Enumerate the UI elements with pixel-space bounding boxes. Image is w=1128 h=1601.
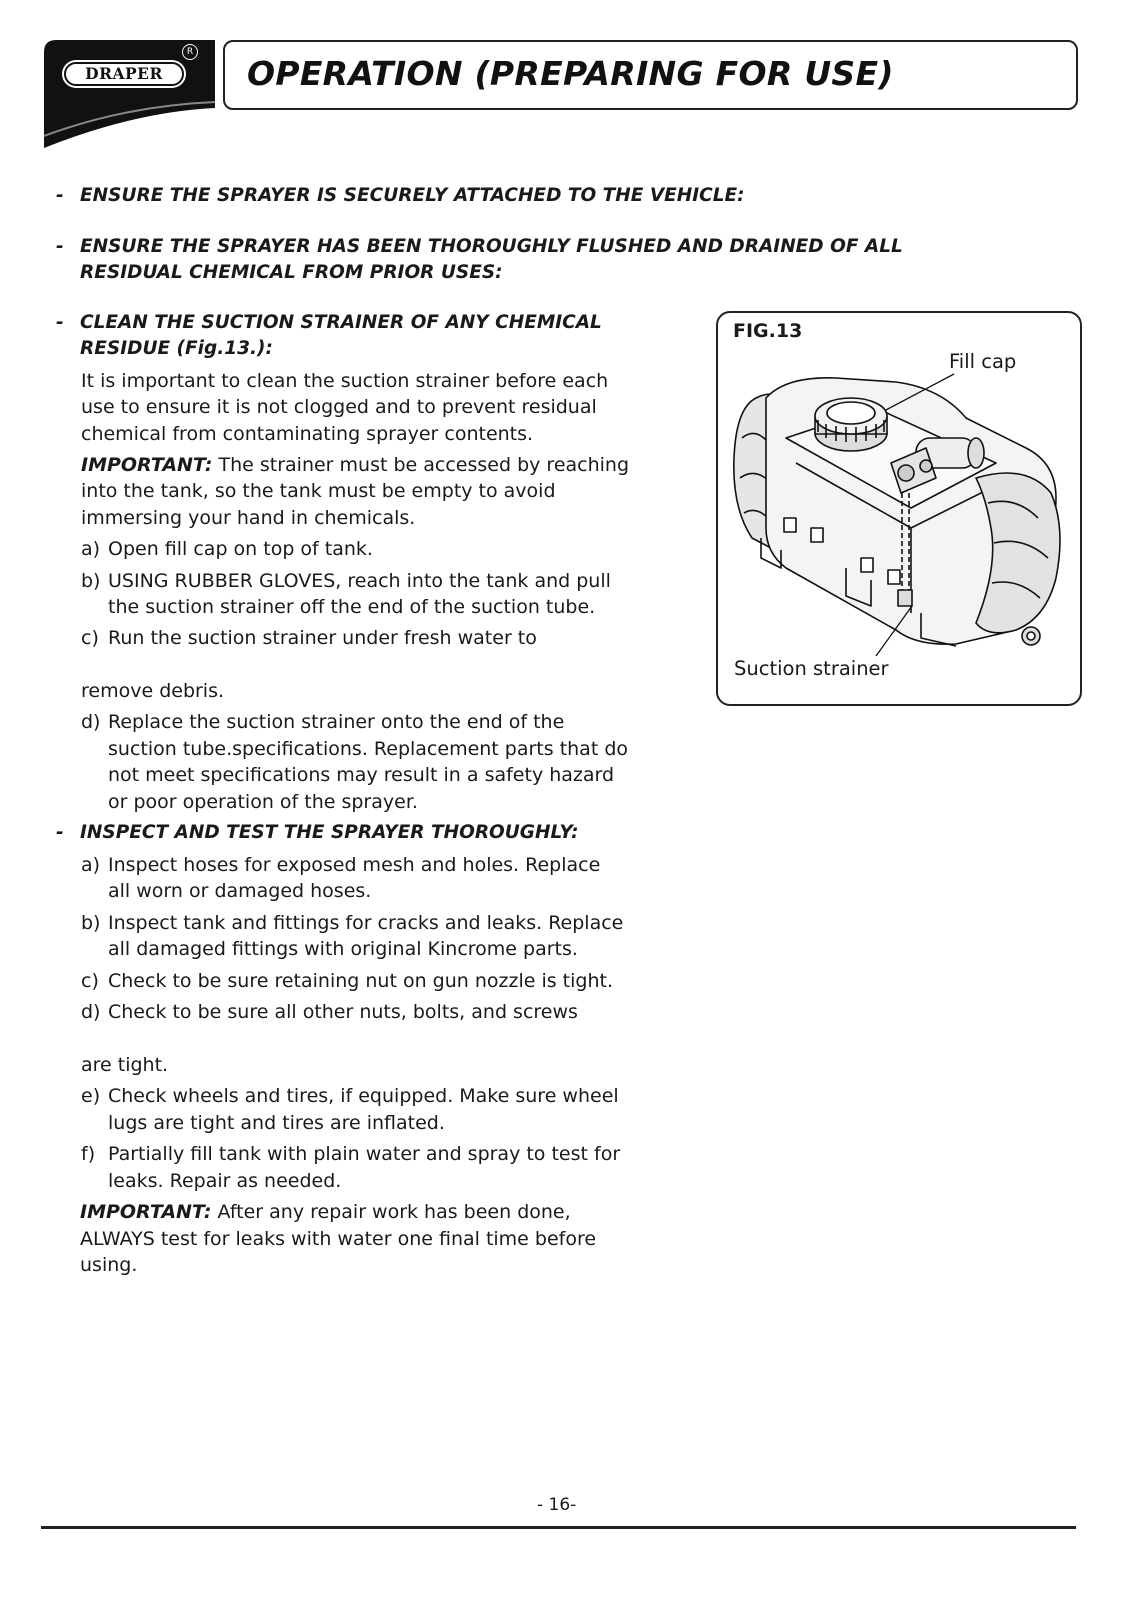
- step-label: a): [81, 854, 101, 876]
- clean-intro-line: chemical from contaminating sprayer contents.: [81, 423, 534, 445]
- inspect-important-line: using.: [80, 1254, 138, 1276]
- page-number: - 16-: [537, 1495, 577, 1515]
- step-label: a): [81, 538, 101, 560]
- step-text: Partially fill tank with plain water and spray to test for: [108, 1143, 621, 1165]
- footer-rule: [41, 1526, 1076, 1529]
- figure-title: FIG.13: [733, 320, 803, 342]
- step-text: Run the suction strainer under fresh water to: [108, 627, 537, 649]
- clean-important-line: into the tank, so the tank must be empty to avoid: [81, 480, 556, 502]
- bullet-dash: -: [56, 185, 64, 206]
- heading-inspect: INSPECT AND TEST THE SPRAYER THOROUGHLY:: [80, 822, 579, 843]
- step-label: f): [81, 1143, 96, 1165]
- heading-flush-line1: ENSURE THE SPRAYER HAS BEEN THOROUGHLY FLUSHED AND DRAINED OF ALL: [80, 236, 903, 257]
- bullet-dash: -: [56, 236, 64, 257]
- draper-logo: [44, 40, 215, 148]
- bullet-dash: -: [56, 822, 64, 843]
- important-text: The strainer must be accessed by reaching: [212, 454, 630, 476]
- important-label: IMPORTANT:: [81, 454, 213, 476]
- label-suction-strainer: Suction strainer: [734, 657, 889, 680]
- step-label: d): [81, 1001, 101, 1023]
- clean-intro-line: use to ensure it is not clogged and to prevent residual: [81, 396, 597, 418]
- step-label: c): [81, 627, 99, 649]
- bullet-dash: -: [56, 312, 64, 333]
- heading-clean-line2: RESIDUE (Fig.13.):: [80, 338, 273, 359]
- step-text: Check wheels and tires, if equipped. Make sure wheel: [108, 1085, 619, 1107]
- step-label: d): [81, 711, 101, 733]
- brand-name: DRAPER: [85, 64, 163, 83]
- step-text: suction tube.specifications. Replacement parts that do: [108, 738, 629, 760]
- step-text: Check to be sure all other nuts, bolts, and screws: [108, 1001, 578, 1023]
- step-text: Open fill cap on top of tank.: [108, 538, 373, 560]
- sprayer-tank-illustration: [726, 368, 1066, 658]
- clean-important-line: immersing your hand in chemicals.: [81, 507, 416, 529]
- step-text: Replace the suction strainer onto the end of the: [108, 711, 565, 733]
- heading-clean-line1: CLEAN THE SUCTION STRAINER OF ANY CHEMICAL: [80, 312, 602, 333]
- step-label: b): [81, 570, 101, 592]
- inspect-important-line: ALWAYS test for leaks with water one final time before: [80, 1228, 597, 1250]
- step-text: USING RUBBER GLOVES, reach into the tank and pull: [108, 570, 611, 592]
- clean-important-line: [81, 452, 629, 479]
- step-text: Check to be sure retaining nut on gun nozzle is tight.: [108, 970, 613, 992]
- step-text: leaks. Repair as needed.: [108, 1170, 342, 1192]
- step-text: the suction strainer off the end of the suction tube.: [108, 596, 596, 618]
- step-text: all damaged fittings with original Kincrome parts.: [108, 938, 578, 960]
- registered-mark: R: [182, 44, 198, 60]
- inspect-important-line: [80, 1199, 571, 1226]
- step-text: or poor operation of the sprayer.: [108, 791, 418, 813]
- step-text: Inspect tank and fittings for cracks and leaks. Replace: [108, 912, 624, 934]
- title-box: [223, 40, 1078, 110]
- heading-flush-line2: RESIDUAL CHEMICAL FROM PRIOR USES:: [80, 262, 503, 283]
- step-label: b): [81, 912, 101, 934]
- label-fill-cap: Fill cap: [949, 350, 1017, 373]
- important-text: After any repair work has been done,: [211, 1201, 571, 1223]
- step-text: lugs are tight and tires are inflated.: [108, 1112, 445, 1134]
- step-text-cont: remove debris.: [81, 680, 225, 702]
- step-label: c): [81, 970, 99, 992]
- heading-attach: ENSURE THE SPRAYER IS SECURELY ATTACHED TO THE VEHICLE:: [80, 185, 745, 206]
- step-label: e): [81, 1085, 101, 1107]
- step-text: Inspect hoses for exposed mesh and holes. Replace: [108, 854, 601, 876]
- step-text: not meet specifications may result in a safety hazard: [108, 764, 615, 786]
- page-title: OPERATION (PREPARING FOR USE): [247, 54, 894, 93]
- step-text: all worn or damaged hoses.: [108, 880, 372, 902]
- important-label: IMPORTANT:: [80, 1201, 212, 1223]
- step-text-cont: are tight.: [81, 1054, 169, 1076]
- clean-intro-line: It is important to clean the suction strainer before each: [81, 370, 609, 392]
